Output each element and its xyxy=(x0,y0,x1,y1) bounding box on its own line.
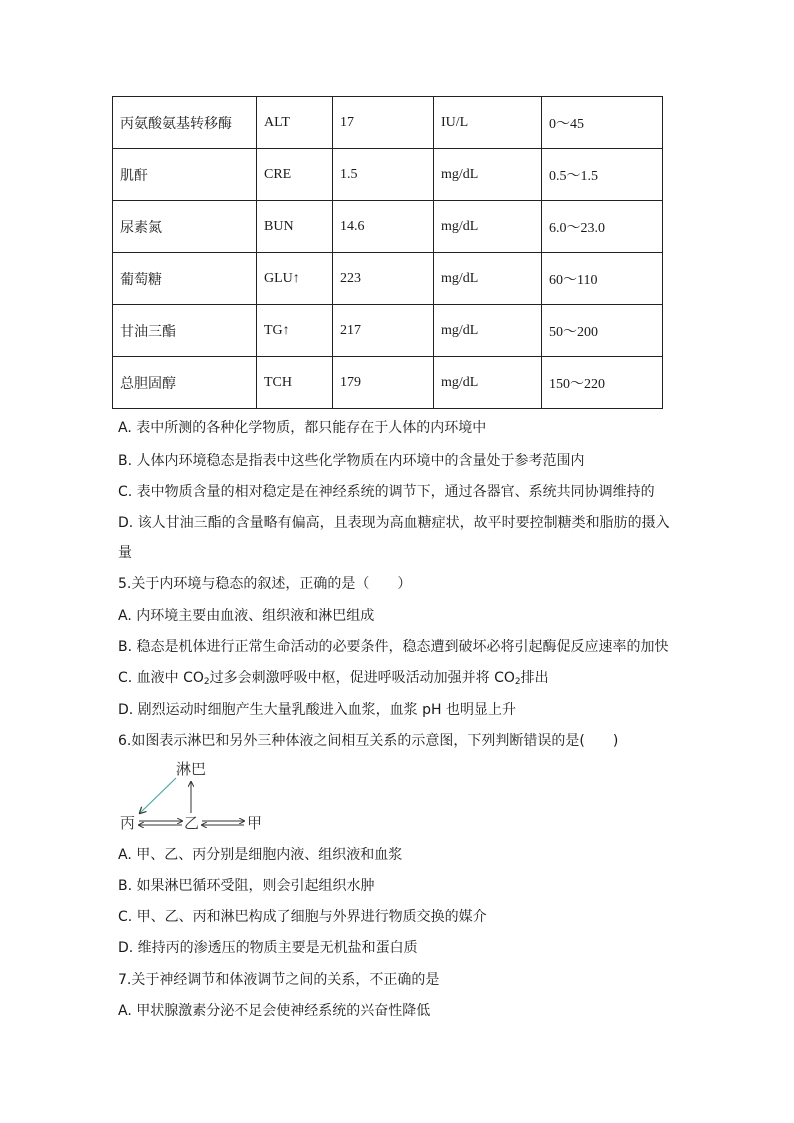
unit-cell: mg/dL xyxy=(434,201,542,253)
label-jia: 甲 xyxy=(247,814,263,832)
q6-option-d: D. 维持丙的渗透压的物质主要是无机盐和蛋白质 xyxy=(118,940,418,956)
q6-option-b: B. 如果淋巴循环受阻，则会引起组织水肿 xyxy=(118,878,375,894)
range-cell: 150～220 xyxy=(542,357,663,409)
q5-option-c-part3: 排出 xyxy=(520,670,549,686)
code-cell: ALT xyxy=(257,97,333,149)
name-cell: 肌酐 xyxy=(113,149,257,201)
q5-stem: 5.关于内环境与稳态的叙述，正确的是（ ） xyxy=(118,576,412,592)
range-cell: 50～200 xyxy=(542,305,663,357)
q4-option-d-cont: 量 xyxy=(118,545,132,561)
q4-option-a: A. 表中所测的各种化学物质，都只能存在于人体的内环境中 xyxy=(118,420,487,436)
q7-option-a: A. 甲状腺激素分泌不足会使神经系统的兴奋性降低 xyxy=(118,1003,431,1019)
label-lymph: 淋巴 xyxy=(176,760,207,778)
value-cell: 217 xyxy=(333,305,434,357)
range-cell: 0～45 xyxy=(542,97,663,149)
q5-option-a: A. 内环境主要由血液、组织液和淋巴组成 xyxy=(118,608,375,624)
table-row xyxy=(113,201,663,253)
table-row xyxy=(113,253,663,305)
label-bing: 丙 xyxy=(120,814,136,832)
q5-option-b: B. 稳态是机体进行正常生命活动的必要条件，稳态遭到破坏必将引起酶促反应速率的加快 xyxy=(118,639,669,655)
unit-cell: mg/dL xyxy=(434,253,542,305)
value-cell: 223 xyxy=(333,253,434,305)
label-yi: 乙 xyxy=(184,814,200,832)
range-cell: 6.0～23.0 xyxy=(542,201,663,253)
table-row xyxy=(113,305,663,357)
unit-cell: mg/dL xyxy=(434,357,542,409)
range-cell: 0.5～1.5 xyxy=(542,149,663,201)
body-fluid-diagram xyxy=(116,758,266,838)
code-cell: GLU↑ xyxy=(257,253,333,305)
value-cell: 1.5 xyxy=(333,149,434,201)
unit-cell: IU/L xyxy=(434,97,542,149)
code-cell: TG↑ xyxy=(257,305,333,357)
q4-option-c: C. 表中物质含量的相对稳定是在神经系统的调节下，通过各器官、系统共同协调维持的 xyxy=(118,484,655,500)
q4-option-d: D. 该人甘油三酯的含量略有偏高，且表现为高血糖症状，故平时要控制糖类和脂肪的摄入 xyxy=(118,515,670,531)
range-cell: 60～110 xyxy=(542,253,663,305)
name-cell: 尿素氮 xyxy=(113,201,257,253)
arrow-lymph-to-bing xyxy=(140,778,176,813)
q6-option-c: C. 甲、乙、丙和淋巴构成了细胞与外界进行物质交换的媒介 xyxy=(118,909,487,925)
q5-option-c-part2: 过多会刺激呼吸中枢，促进呼吸活动加强并将 CO xyxy=(209,670,515,686)
q6-stem: 6.如图表示淋巴和另外三种体液之间相互关系的示意图，下列判断错误的是( ) xyxy=(118,733,619,749)
unit-cell: mg/dL xyxy=(434,305,542,357)
value-cell: 14.6 xyxy=(333,201,434,253)
value-cell: 179 xyxy=(333,357,434,409)
table-row xyxy=(113,97,663,149)
subscript: 2 xyxy=(203,677,210,687)
code-cell: BUN xyxy=(257,201,333,253)
code-cell: CRE xyxy=(257,149,333,201)
name-cell: 甘油三酯 xyxy=(113,305,257,357)
lab-results-table xyxy=(112,96,663,409)
q6-option-a: A. 甲、乙、丙分别是细胞内液、组织液和血浆 xyxy=(118,847,403,863)
value-cell: 17 xyxy=(333,97,434,149)
q5-option-c xyxy=(118,668,549,692)
unit-cell: mg/dL xyxy=(434,149,542,201)
subscript: 2 xyxy=(514,677,521,687)
name-cell: 丙氨酸氨基转移酶 xyxy=(113,97,257,149)
table-row xyxy=(113,357,663,409)
q5-option-c-part1: C. 血液中 CO xyxy=(118,670,204,686)
name-cell: 葡萄糖 xyxy=(113,253,257,305)
q7-stem: 7.关于神经调节和体液调节之间的关系，不正确的是 xyxy=(118,972,440,988)
q4-option-b: B. 人体内环境稳态是指表中这些化学物质在内环境中的含量处于参考范围内 xyxy=(118,453,585,469)
q5-option-d: D. 剧烈运动时细胞产生大量乳酸进入血浆，血浆 pH 也明显上升 xyxy=(118,702,516,718)
name-cell: 总胆固醇 xyxy=(113,357,257,409)
table-row xyxy=(113,149,663,201)
code-cell: TCH xyxy=(257,357,333,409)
